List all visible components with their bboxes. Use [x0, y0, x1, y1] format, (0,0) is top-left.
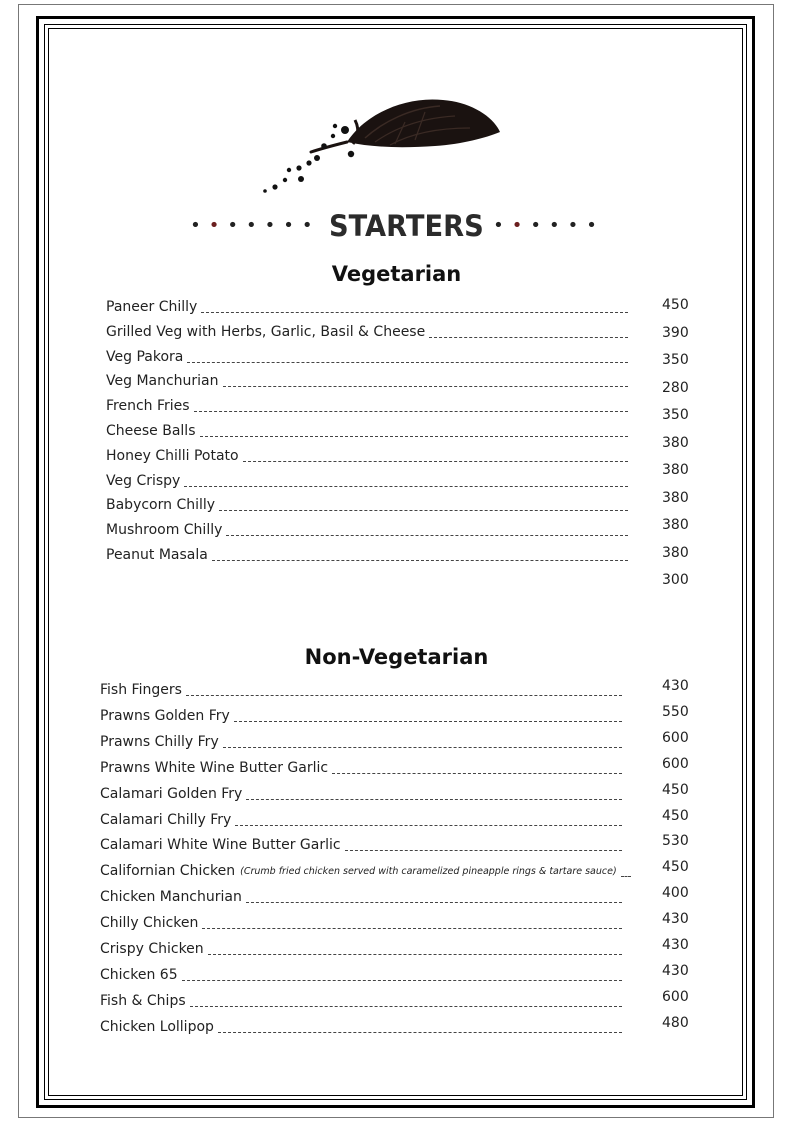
menu-item-name: French Fries	[106, 398, 190, 415]
menu-item-name: Chilly Chicken	[100, 915, 199, 932]
menu-item-name: Mushroom Chilly	[106, 522, 223, 539]
menu-item-price: 350	[662, 407, 689, 423]
menu-item-row	[100, 703, 640, 725]
title-dots-left: •••••••	[190, 215, 321, 236]
menu-item-price: 530	[662, 833, 689, 849]
menu-item-row	[100, 1014, 640, 1036]
menu-item-name: Prawns Golden Fry	[100, 707, 230, 724]
dotted-leader	[186, 695, 622, 696]
menu-item-row	[100, 729, 640, 751]
menu-item-price: 350	[662, 352, 689, 368]
section-heading-non-vegetarian: Non-Vegetarian	[304, 645, 489, 669]
title-dots-right: ••••••	[493, 215, 605, 236]
menu-item-price: 600	[662, 756, 689, 772]
menu-item-name: Calamari Golden Fry	[100, 785, 243, 802]
menu-item-row	[100, 884, 640, 906]
menu-item-name: Prawns White Wine Butter Garlic	[100, 759, 329, 776]
menu-item-row	[100, 936, 640, 958]
menu-item-row	[100, 858, 640, 880]
menu-item-price: 600	[662, 730, 689, 746]
dotted-leader	[190, 1006, 622, 1007]
menu-item-price: 380	[662, 545, 689, 561]
menu-item-price: 450	[662, 808, 689, 824]
menu-item-price: 550	[662, 704, 689, 720]
menu-item-name: Fish Fingers	[100, 682, 182, 698]
dotted-leader	[223, 747, 622, 748]
menu-item-price: 450	[662, 782, 689, 798]
menu-item-row	[100, 755, 640, 777]
menu-item-price: 390	[662, 325, 689, 341]
menu-item-name: Calamari White Wine Butter Garlic	[100, 837, 341, 854]
menu-item-name: Calamari Chilly Fry	[100, 811, 232, 828]
menu-item-name: Crispy Chicken	[100, 941, 204, 957]
dotted-leader	[182, 980, 622, 981]
menu-item-price: 380	[662, 435, 689, 451]
menu-item-name: Chicken 65	[100, 966, 178, 983]
menu-item-name: Chicken Manchurian	[100, 889, 242, 906]
dotted-leader	[246, 799, 622, 800]
menu-item-price: 450	[662, 859, 689, 875]
menu-item-price: 430	[662, 911, 689, 927]
menu-item-price: 280	[662, 380, 689, 396]
menu-item-price: 430	[662, 963, 689, 979]
dotted-leader	[621, 876, 631, 877]
menu-item-name: Veg Crispy	[106, 472, 181, 489]
menu-item-price: 380	[662, 517, 689, 533]
dotted-leader	[202, 928, 622, 929]
dotted-leader	[218, 1032, 622, 1033]
menu-item-row	[100, 910, 640, 932]
menu-item-price: 480	[662, 1015, 689, 1031]
page-title: STARTERS	[329, 209, 485, 243]
menu-item-name: Babycorn Chilly	[106, 497, 216, 514]
menu-item-row	[100, 807, 640, 829]
dotted-leader	[208, 954, 622, 955]
menu-item-name: Cheese Balls	[106, 423, 196, 439]
menu-item-name: Chicken Lollipop	[100, 1018, 214, 1035]
dotted-leader	[235, 825, 622, 826]
menu-item-name: Honey Chilli Potato	[106, 447, 239, 464]
menu-item-name: Grilled Veg with Herbs, Garlic, Basil & Cheese	[106, 323, 426, 340]
menu-item-row	[100, 832, 640, 854]
menu-item-price: 380	[662, 462, 689, 478]
dotted-leader	[234, 721, 622, 722]
menu-item-price: 300	[662, 572, 689, 588]
menu-item-price: 400	[662, 885, 689, 901]
menu-item-name: Paneer Chilly	[106, 299, 198, 315]
menu-item-name: Fish & Chips	[100, 992, 186, 1009]
menu-item-price: 430	[662, 937, 689, 953]
menu-item-name: Californian Chicken	[100, 863, 236, 880]
menu-item-name: Veg Pakora	[106, 348, 184, 365]
menu-item-row	[100, 988, 640, 1010]
menu-item-row	[100, 962, 640, 984]
menu-item-note: (Crumb fried chicken served with caramelized pineapple rings & tartare sauce)	[240, 866, 617, 878]
section-heading-vegetarian: Vegetarian	[331, 262, 462, 286]
dotted-leader	[332, 773, 622, 774]
menu-item-name: Prawns Chilly Fry	[100, 733, 219, 750]
menu-item-row	[100, 781, 640, 803]
menu-item-name: Veg Manchurian	[106, 373, 219, 390]
menu-item-price: 430	[662, 678, 689, 694]
menu-item-row	[100, 677, 640, 699]
menu-item-name: Peanut Masala	[106, 547, 208, 563]
dotted-leader	[246, 902, 622, 903]
menu-item-price: 380	[662, 490, 689, 506]
dotted-leader	[345, 850, 622, 851]
menu-item-price: 450	[662, 297, 689, 313]
menu-item-price: 600	[662, 989, 689, 1005]
